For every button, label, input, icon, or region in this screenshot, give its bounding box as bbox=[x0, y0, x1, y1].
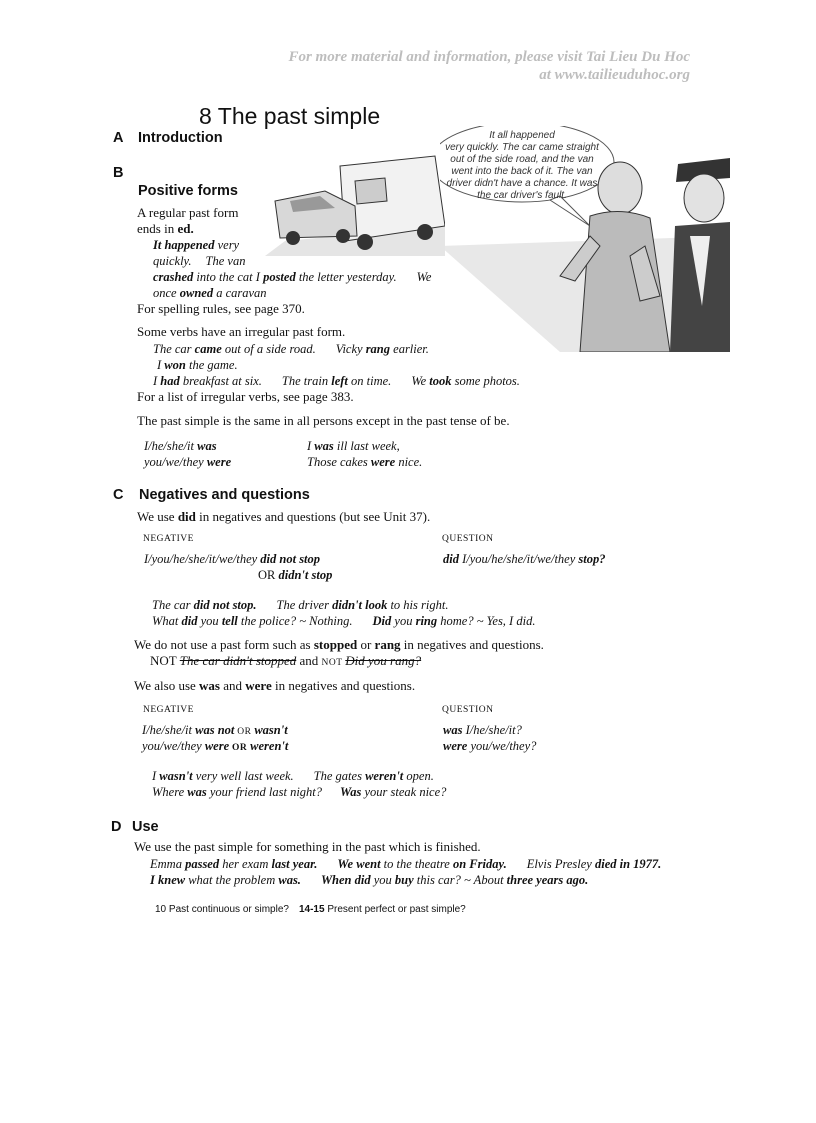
c-ww-c: and bbox=[219, 678, 246, 693]
c-wn2b: were bbox=[204, 739, 230, 753]
ir1a: The car bbox=[153, 342, 195, 356]
c-we2e: your steak nice? bbox=[361, 785, 447, 799]
section-d-title: Use bbox=[132, 819, 159, 835]
b-ex1-verb: It happened bbox=[153, 238, 215, 252]
be1b: was bbox=[197, 439, 217, 453]
c-ex-2 bbox=[152, 613, 535, 629]
b-intro-2-ed: ed. bbox=[177, 221, 194, 236]
c-was-ex-2 bbox=[152, 784, 446, 800]
c-ud-c: in negatives and questions (but see Unit 37). bbox=[195, 509, 431, 524]
b-example-3 bbox=[153, 269, 431, 285]
b-ex3-a: crashed bbox=[153, 270, 194, 284]
d-u1c: her exam bbox=[219, 857, 272, 871]
c-e2a: What bbox=[152, 614, 182, 628]
d-u2h: three years ago. bbox=[506, 873, 589, 887]
d-u1a: Emma bbox=[150, 857, 186, 871]
c-we1f: open. bbox=[403, 769, 434, 783]
bubble-line-5: driver didn't have a chance. It was bbox=[446, 178, 598, 189]
b-intro-1: A regular past form bbox=[137, 205, 239, 220]
c-ex-1 bbox=[152, 597, 448, 613]
be3a: I bbox=[307, 439, 315, 453]
c-we1d: The gates bbox=[313, 769, 366, 783]
illustration-svg bbox=[440, 126, 730, 352]
c-we2d: Was bbox=[340, 785, 362, 799]
c-was-q-2 bbox=[443, 738, 536, 754]
c-we2c: your friend last night? bbox=[206, 785, 323, 799]
c-ww-d: were bbox=[245, 678, 272, 693]
illustration-accident-scene bbox=[440, 126, 730, 352]
c-wq2b: you/we/they? bbox=[467, 739, 537, 753]
b-irregular-ex-2 bbox=[157, 357, 238, 373]
c-negative-label-2: NEGATIVE bbox=[143, 705, 194, 715]
d-ex-1 bbox=[150, 856, 661, 872]
c-not-and: and bbox=[296, 653, 322, 668]
c-e1d: didn't look bbox=[332, 598, 388, 612]
c-wn2a: you/we/they bbox=[142, 739, 205, 753]
ir3e: left bbox=[331, 374, 348, 388]
c-e2c: you bbox=[197, 614, 222, 628]
b-example-1 bbox=[153, 237, 239, 253]
ir1d: Vicky bbox=[335, 342, 366, 356]
d-u1h: Elvis Presley bbox=[526, 857, 595, 871]
be3c: ill last week, bbox=[333, 439, 400, 453]
b-ex2-a: quickly. bbox=[153, 254, 192, 268]
c-nu-a: We do not use a past form such as bbox=[134, 637, 314, 652]
b-ex1-rest: very bbox=[214, 238, 240, 252]
b-intro-2 bbox=[137, 221, 194, 237]
header-line-2: at www.tailieuduhoc.org bbox=[539, 67, 690, 83]
c-not1: NOT bbox=[150, 653, 180, 668]
footer-ref-2-text: Present perfect or past simple? bbox=[324, 904, 466, 915]
illustration-cars bbox=[245, 146, 445, 256]
d-u1i: died in 1977. bbox=[594, 857, 662, 871]
d-use-intro: We use the past simple for something in the past which is finished. bbox=[134, 839, 481, 854]
be4a: Those cakes bbox=[307, 455, 371, 469]
d-u1d: last year. bbox=[271, 857, 318, 871]
c-q1b: I/you/he/she/it/we/they bbox=[458, 552, 579, 566]
d-u2c: was. bbox=[278, 873, 301, 887]
d-u1g: on Friday. bbox=[452, 857, 507, 871]
d-u1b: passed bbox=[185, 857, 220, 871]
c-not2x: Did you rang? bbox=[345, 653, 422, 668]
c-not1x: The car didn't stopped bbox=[179, 653, 297, 668]
c-ud-b: did bbox=[177, 509, 196, 524]
c-nu-d: rang bbox=[374, 637, 401, 652]
page-title: 8 The past simple bbox=[199, 103, 381, 129]
c-we2a: Where bbox=[152, 785, 188, 799]
c-e2f: Did bbox=[372, 614, 392, 628]
be-left-2 bbox=[144, 454, 231, 470]
ir3h: took bbox=[429, 374, 452, 388]
policeman-figure bbox=[670, 158, 730, 352]
ir3a: I bbox=[153, 374, 161, 388]
b-ex3-b: into the cat I bbox=[193, 270, 264, 284]
section-b-letter: B bbox=[113, 165, 124, 181]
c-wn1d: wasn't bbox=[254, 723, 288, 737]
b-irregular-ex-1 bbox=[153, 341, 429, 357]
section-c-title: Negatives and questions bbox=[139, 487, 310, 503]
footer-ref-2-num: 14-15 bbox=[298, 904, 325, 915]
c-ud-a: We use bbox=[137, 509, 178, 524]
c-not2: NOT bbox=[321, 658, 346, 668]
bubble-line-3: out of the side road, and the van bbox=[450, 154, 594, 165]
c-neg2a: OR bbox=[258, 568, 279, 582]
c-ww-e: in negatives and questions. bbox=[271, 678, 416, 693]
c-use-did bbox=[137, 509, 430, 525]
footer-crossref bbox=[155, 904, 466, 915]
d-u2d: When did bbox=[320, 873, 371, 887]
cars-svg bbox=[245, 146, 445, 256]
be-left-1 bbox=[144, 438, 217, 454]
c-wq1a: was bbox=[443, 723, 463, 737]
b-ex3-e: We bbox=[416, 270, 432, 284]
c-e1b: did not stop. bbox=[193, 598, 257, 612]
b-irregular-list-note: For a list of irregular verbs, see page 383. bbox=[137, 389, 354, 404]
ir2a: I bbox=[157, 358, 165, 372]
c-wn1c: OR bbox=[234, 727, 255, 737]
c-e2d: tell bbox=[221, 614, 238, 628]
be2b: were bbox=[206, 455, 232, 469]
c-wn2c: OR bbox=[229, 743, 251, 753]
be2a: you/we/they bbox=[144, 455, 207, 469]
ir3g: We bbox=[411, 374, 430, 388]
c-q1a: did bbox=[443, 552, 459, 566]
d-u2f: buy bbox=[394, 873, 414, 887]
be-right-1 bbox=[307, 438, 400, 454]
b-ex4-c: a caravan bbox=[213, 286, 267, 300]
section-a-title: Introduction bbox=[138, 130, 223, 146]
ir3i: some photos. bbox=[451, 374, 520, 388]
c-we1a: I bbox=[152, 769, 160, 783]
c-nu-c: or bbox=[357, 637, 375, 652]
c-e2e: the police? ~ Nothing. bbox=[237, 614, 353, 628]
c-wn1b: was not bbox=[195, 723, 235, 737]
c-question-label: QUESTION bbox=[442, 534, 494, 544]
c-ww-a: We also use bbox=[134, 678, 200, 693]
ir3d: The train bbox=[281, 374, 332, 388]
ir2b: won bbox=[164, 358, 186, 372]
ir3b: had bbox=[160, 374, 180, 388]
d-u1f: to the theatre bbox=[380, 857, 453, 871]
c-q1c: stop? bbox=[578, 552, 606, 566]
b-ex3-d: the letter yesterday. bbox=[295, 270, 397, 284]
be3b: was bbox=[314, 439, 334, 453]
b-ex4-b: owned bbox=[179, 286, 214, 300]
b-same-note: The past simple is the same in all persons except in the past tense of be. bbox=[137, 413, 510, 428]
d-u2b: what the problem bbox=[185, 873, 279, 887]
ir3f: on time. bbox=[347, 374, 392, 388]
b-ex3-c: posted bbox=[263, 270, 296, 284]
c-question-label-2: QUESTION bbox=[442, 705, 494, 715]
c-we2b: was bbox=[187, 785, 207, 799]
bubble-line-6: the car driver's fault. bbox=[477, 190, 567, 201]
section-a-letter: A bbox=[113, 130, 124, 146]
c-e2g: you bbox=[391, 614, 416, 628]
c-e1a: The car bbox=[152, 598, 194, 612]
footer-ref-1: 10 Past continuous or simple? bbox=[155, 904, 289, 915]
ir1c: out of a side road. bbox=[221, 342, 316, 356]
c-negative-label: NEGATIVE bbox=[143, 534, 194, 544]
c-neg-1 bbox=[144, 551, 320, 567]
b-irregular-intro: Some verbs have an irregular past form. bbox=[137, 324, 346, 339]
c-we1c: very well last week. bbox=[192, 769, 294, 783]
ir1e: rang bbox=[365, 342, 391, 356]
c-was-ex-1 bbox=[152, 768, 434, 784]
be4b: were bbox=[370, 455, 396, 469]
c-no-past-form bbox=[134, 637, 544, 653]
c-we1b: wasn't bbox=[159, 769, 193, 783]
be1a: I/he/she/it bbox=[144, 439, 198, 453]
c-neg1a: I/you/he/she/it/we/they bbox=[144, 552, 261, 566]
ir1f: earlier. bbox=[390, 342, 429, 356]
c-e1e: to his right. bbox=[387, 598, 449, 612]
c-e2h: ring bbox=[415, 614, 438, 628]
b-example-4 bbox=[153, 285, 267, 301]
be-right-2 bbox=[307, 454, 422, 470]
section-d-letter: D bbox=[111, 819, 122, 835]
c-wn2d: weren't bbox=[250, 739, 289, 753]
b-intro-2-text: ends in bbox=[137, 221, 178, 236]
b-irregular-ex-3 bbox=[153, 373, 520, 389]
c-ww-b: was bbox=[199, 678, 220, 693]
d-u2e: you bbox=[370, 873, 395, 887]
positive-forms-heading: Positive forms bbox=[138, 183, 238, 199]
c-e2b: did bbox=[181, 614, 198, 628]
c-neg1b: did not stop bbox=[260, 552, 321, 566]
c-e2i: home? ~ Yes, I did. bbox=[437, 614, 536, 628]
b-ex2-b: The van bbox=[205, 254, 246, 268]
bubble-line-4: went into the back of it. The van bbox=[451, 166, 593, 177]
b-spelling-note: For spelling rules, see page 370. bbox=[137, 301, 305, 316]
c-was-neg-2 bbox=[142, 738, 288, 756]
d-u1e: We went bbox=[337, 857, 381, 871]
be4c: nice. bbox=[395, 455, 423, 469]
c-was-q-1 bbox=[443, 722, 522, 738]
bubble-line-2: very quickly. The car came straight bbox=[445, 142, 599, 153]
c-was-were-intro bbox=[134, 678, 415, 694]
d-u2g: this car? ~ About bbox=[413, 873, 507, 887]
header-line-1: For more material and information, please visit Tai Lieu Du Hoc bbox=[288, 49, 690, 65]
c-we1e: weren't bbox=[365, 769, 404, 783]
b-example-2 bbox=[153, 253, 245, 269]
c-nu-b: stopped bbox=[313, 637, 358, 652]
b-ex4-a: once bbox=[153, 286, 180, 300]
d-u2a: I knew bbox=[150, 873, 186, 887]
ir1b: came bbox=[194, 342, 222, 356]
c-wn1a: I/he/she/it bbox=[142, 723, 196, 737]
c-e1c: The driver bbox=[276, 598, 333, 612]
c-wq1b: I/he/she/it? bbox=[462, 723, 522, 737]
c-neg-2 bbox=[258, 567, 332, 583]
ir3c: breakfast at six. bbox=[179, 374, 262, 388]
c-not-examples bbox=[150, 653, 421, 671]
d-ex-2 bbox=[150, 872, 588, 888]
c-nu-e: in negatives and questions. bbox=[400, 637, 544, 652]
c-wq2a: were bbox=[443, 739, 468, 753]
bubble-line-1: It all happened bbox=[489, 130, 555, 141]
ir2c: the game. bbox=[185, 358, 238, 372]
section-c-letter: C bbox=[113, 487, 124, 503]
c-q-1 bbox=[443, 551, 606, 567]
c-neg2b: didn't stop bbox=[278, 568, 333, 582]
